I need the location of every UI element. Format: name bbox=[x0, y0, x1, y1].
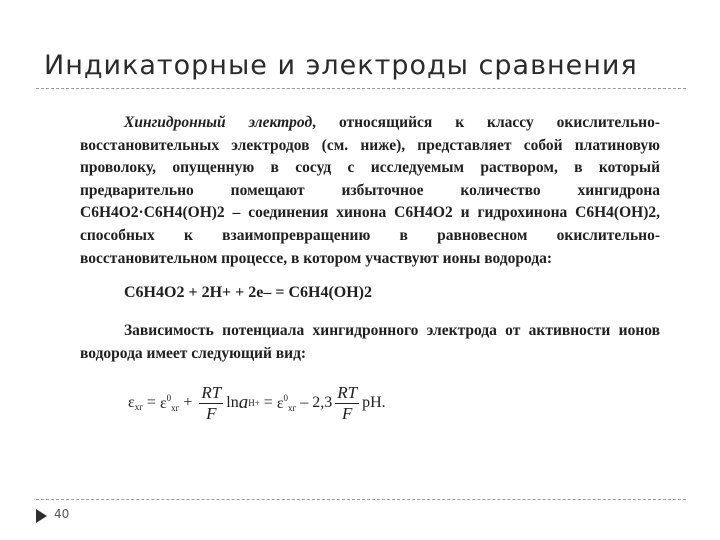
formula-ln: ln bbox=[226, 394, 239, 411]
paragraph-1-text: , относящийся к классу окислительно-восстановительных электродов (см. ниже), представляет собой платиновую проволоку, опущенную в сосуд с исследуемым раствором, в который предварительно помещают избыточное количество хингидрона C6H4O2·C6H4(OH)2 – соединения хинона C6H4O2 и гидрохинона C6H4(OH)2, способных к взаимопревращению в равновесном окислительно-восстановительном процессе, в котором участвуют ионы водорода: bbox=[80, 114, 660, 267]
slide-title: Индикаторные и электроды сравнения bbox=[44, 50, 638, 81]
formula-fraction-1: $\frac{RT}{F}$ bbox=[201, 382, 222, 423]
paragraph-2: Зависимость потенциала хингидронного электрода от активности ионов водорода имеет следующий вид: bbox=[80, 322, 660, 362]
textbook-excerpt bbox=[80, 112, 660, 270]
term-quinhydrone-electrode: Хингидронный электрод bbox=[124, 114, 313, 131]
formula-ph: pH. bbox=[362, 394, 386, 411]
paragraph-1 bbox=[80, 112, 660, 270]
page-number: 40 bbox=[54, 507, 70, 521]
title-divider bbox=[36, 88, 686, 89]
formula-standard-potential: $\varepsilon^0_{хг}$ bbox=[159, 393, 180, 413]
footer-divider bbox=[36, 499, 686, 500]
formula-activity: a bbox=[238, 392, 249, 413]
redox-equation: C6H4O2 + 2H+ + 2e– = C6H4(OH)2 bbox=[124, 284, 373, 301]
potential-formula: $\varepsilon_{хг}$ = $\varepsilon^0_{хг}$ + $\frac{RT}{F}$ ln a H+ = $\varepsilon^0_{хг}$ – 2,3 $\frac{RT}{F}$ pH. bbox=[128, 382, 386, 423]
formula-coefficient: 2,3 bbox=[312, 394, 333, 411]
formula-ion: H+ bbox=[248, 398, 260, 408]
formula-standard-potential-2: $\varepsilon^0_{хг}$ bbox=[276, 393, 297, 413]
formula-lhs: $\varepsilon_{хг}$ bbox=[128, 394, 143, 412]
triangle-bullet-icon bbox=[36, 509, 47, 523]
formula-fraction-2: $\frac{RT}{F}$ bbox=[337, 382, 358, 423]
